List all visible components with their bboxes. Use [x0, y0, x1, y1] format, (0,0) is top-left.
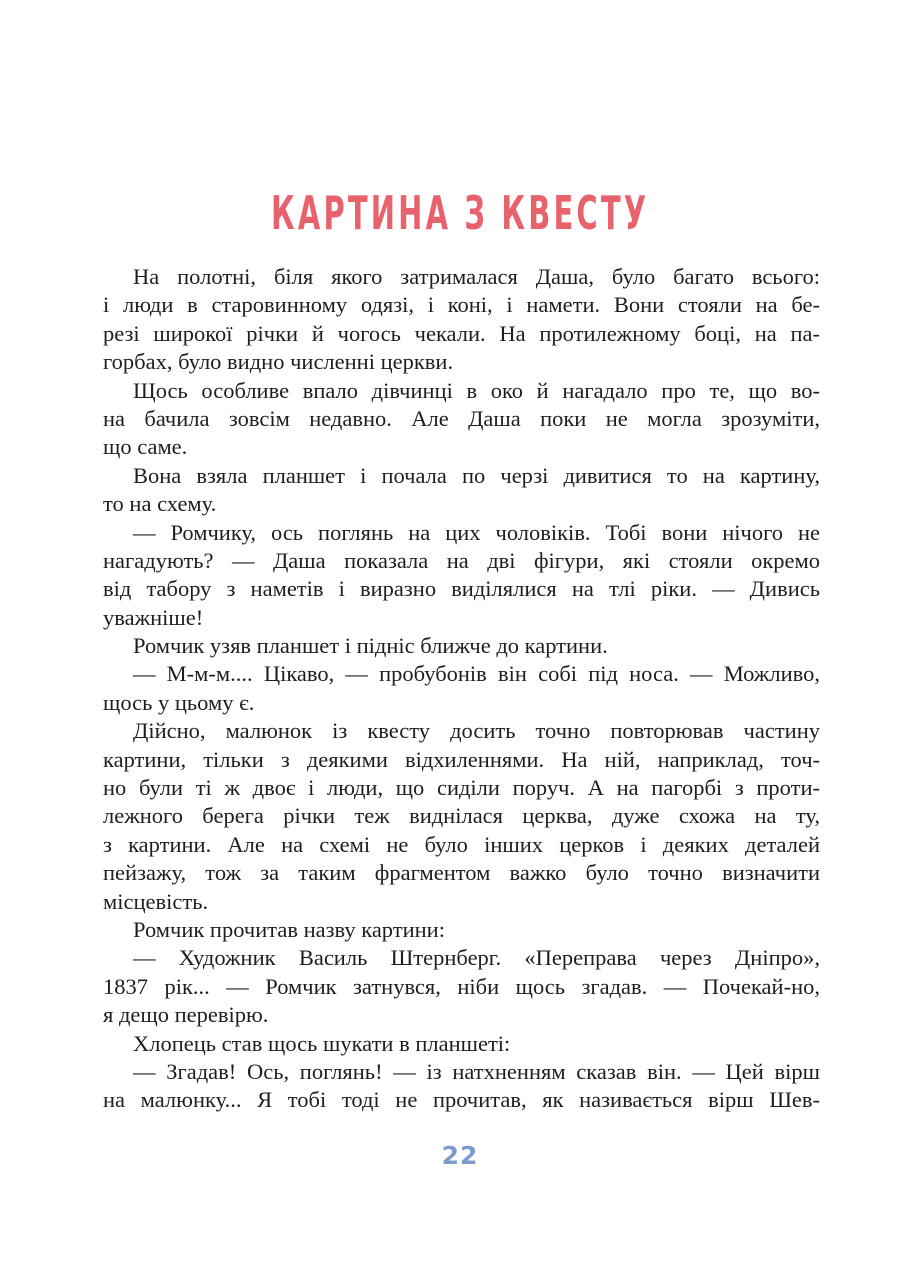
text-line: що саме. [103, 434, 188, 460]
text-line: Ромчик узяв планшет і підніс ближче до картини. [133, 633, 608, 659]
text-line: на малюнку... Я тобі тоді не прочитав, як називається вірш Шев- [103, 1087, 820, 1113]
text-line: — Ромчику, ось поглянь на цих чоловіків. Тобі вони нічого не [133, 519, 820, 545]
paragraph [103, 944, 820, 1029]
chapter-title [0, 188, 920, 238]
paragraph [103, 660, 820, 717]
paragraph [103, 1030, 820, 1058]
text-line: лежного берега річки теж виднілася церква, дуже схожа на ту, [103, 803, 820, 829]
paragraph [103, 916, 820, 944]
paragraph [103, 462, 820, 519]
text-line: і люди в старовинному одязі, і коні, і намети. Вони стояли на бе- [103, 292, 820, 318]
text-line: від табору з наметів і виразно виділялися на тлі ріки. — Дивись [103, 576, 820, 602]
text-line: но були ті ж двоє і люди, що сиділи поруч. А на пагорбі з проти- [103, 775, 820, 801]
page-number: 22 [441, 1141, 479, 1170]
text-line: то на схему. [103, 491, 217, 517]
paragraph [103, 632, 820, 660]
text-line: — Згадав! Ось, поглянь! — із натхненням сказав він. — Цей вірш [133, 1058, 820, 1084]
paragraph [103, 263, 820, 377]
paragraph [103, 717, 820, 916]
text-line: я дещо перевірю. [103, 1002, 269, 1028]
body-text [103, 263, 820, 1115]
text-line: 1837 рік... — Ромчик затнувся, ніби щось згадав. — Почекай-но, [103, 973, 820, 999]
text-line: пейзажу, тож за таким фрагментом важко було точно визначити [103, 860, 820, 886]
paragraph [103, 1058, 820, 1115]
text-line: На полотні, біля якого затрималася Даша, було багато всього: [133, 264, 820, 289]
text-line: Дійсно, малюнок із квесту досить точно повторював частину [133, 718, 820, 744]
text-line: горбах, було видно численні церкви. [103, 349, 454, 375]
text-line: резі широкої річки й чогось чекали. На протилежному боці, на па- [103, 320, 820, 346]
chapter-title-text: КАРТИНА З КВЕСТУ [270, 186, 650, 240]
text-line: місцевість. [103, 888, 209, 914]
text-line: нагадують? — Даша показала на дві фігури, які стояли окремо [103, 547, 820, 573]
text-line: Вона взяла планшет і почала по черзі дивитися то на картину, [133, 462, 820, 488]
text-line: щось у цьому є. [103, 689, 255, 715]
paragraph [103, 377, 820, 462]
text-line: з картини. Але на схемі не було інших церков і деяких деталей [103, 831, 820, 857]
text-line: Щось особливе впало дівчинці в око й нагадало про те, що во- [133, 377, 820, 403]
paragraph [103, 519, 820, 633]
text-line: картини, тільки з деякими відхиленнями. На ній, наприклад, точ- [103, 746, 820, 772]
text-line: уважніше! [103, 604, 204, 630]
text-line: Ромчик прочитав назву картини: [133, 916, 445, 942]
text-line: Хлопець став щось шукати в планшеті: [133, 1030, 511, 1056]
text-line: — М-м-м.... Цікаво, — пробубонів він собі під носа. — Можливо, [133, 661, 820, 687]
text-line: — Художник Василь Штернберг. «Переправа через Дніпро», [133, 945, 820, 971]
text-line: на бачила зовсім недавно. Але Даша поки не могла зрозуміти, [103, 405, 820, 431]
